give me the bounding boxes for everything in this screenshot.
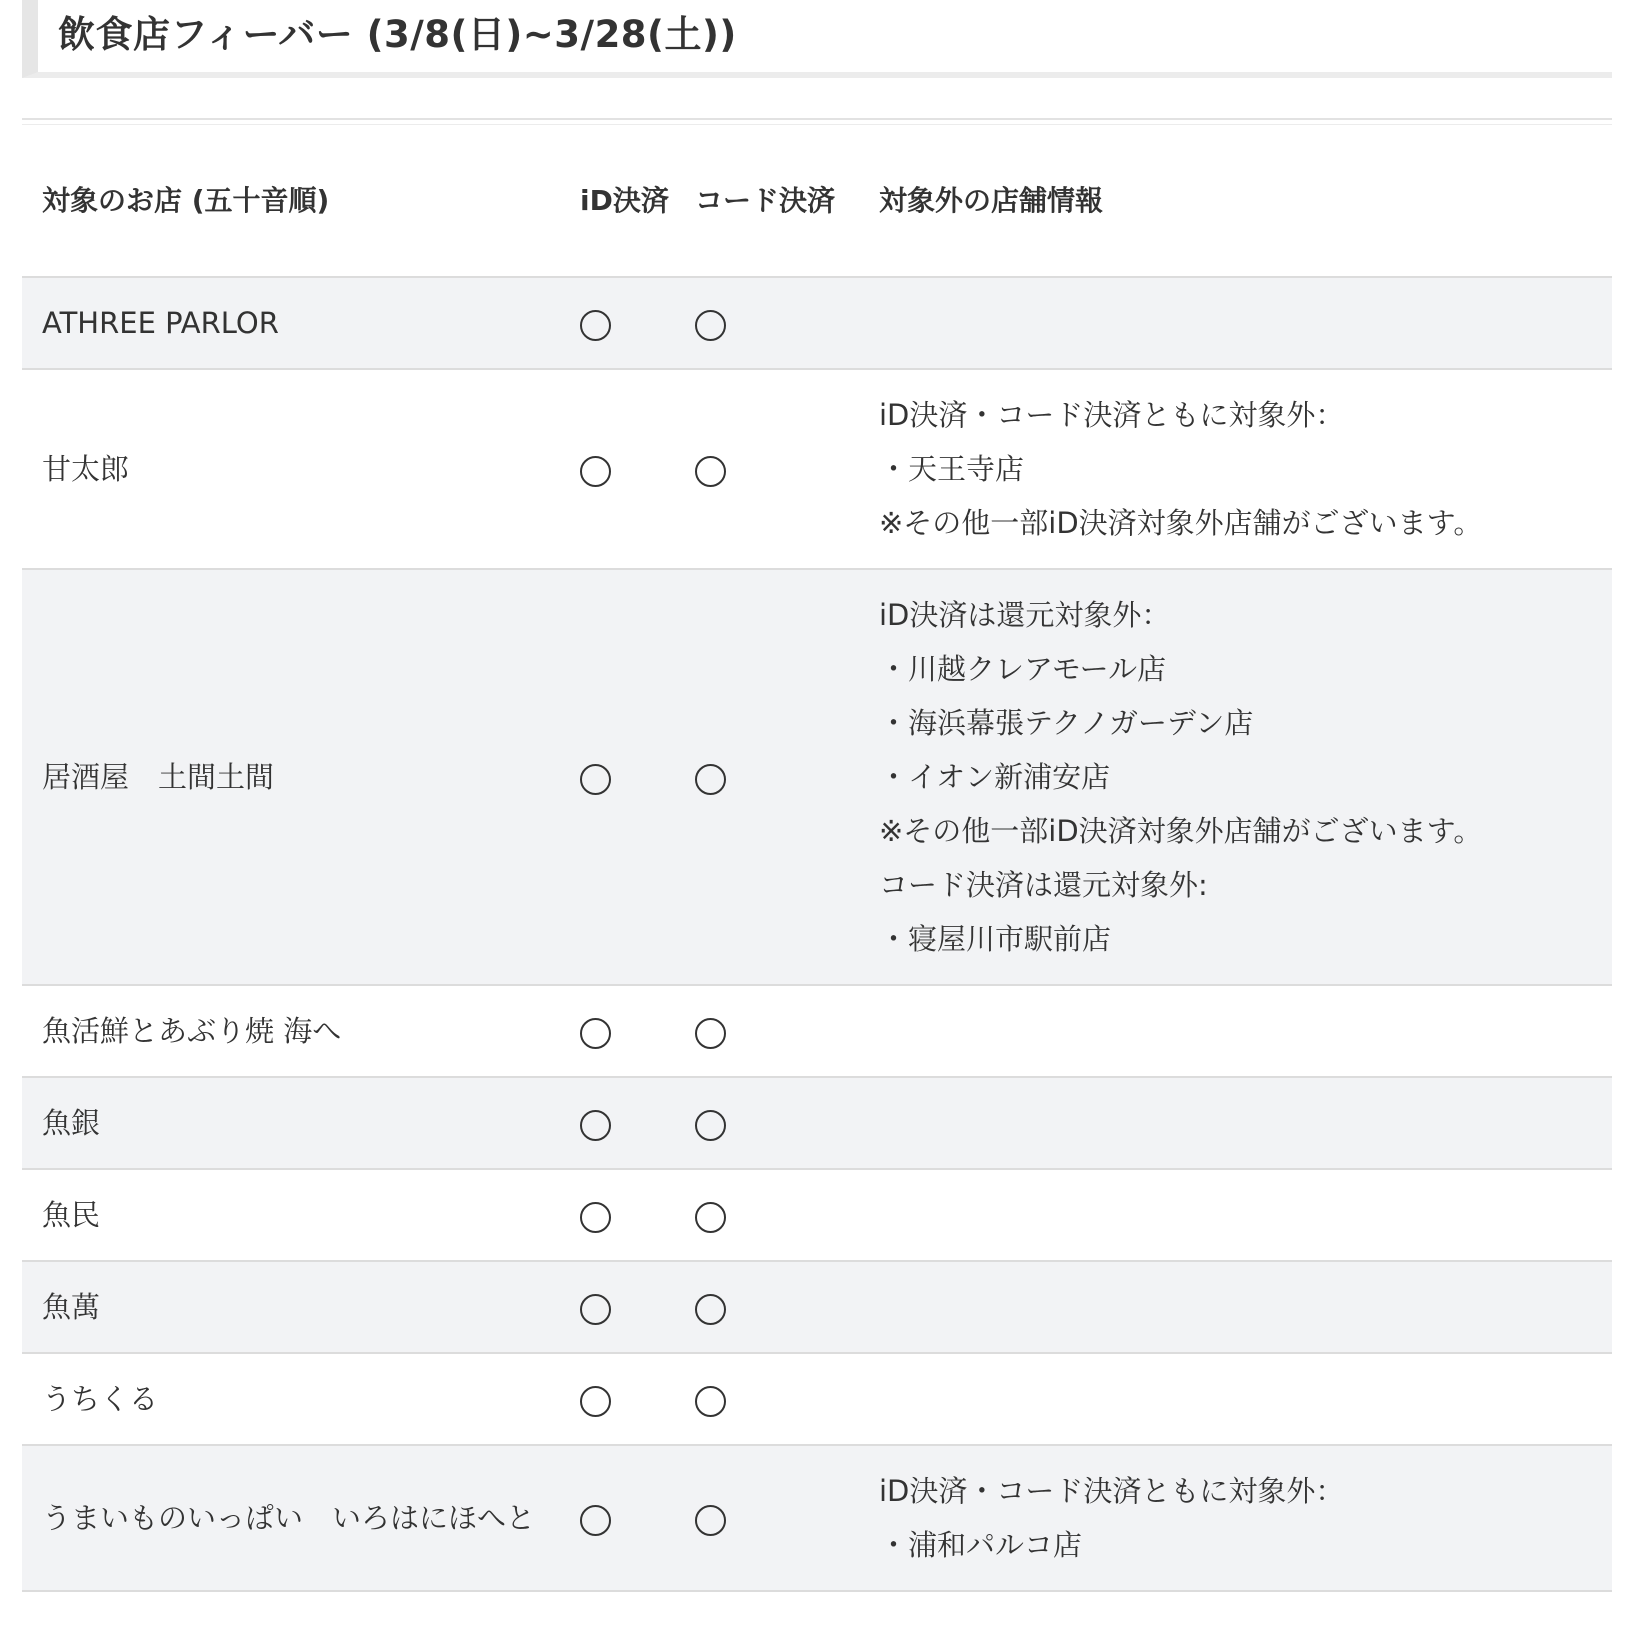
excluded-info-line: コード決済は還元対象外:	[879, 868, 1208, 902]
shop-name-cell: ATHREE PARLOR	[22, 277, 578, 369]
circle-mark-icon	[580, 456, 611, 487]
id-payment-cell	[578, 277, 693, 369]
circle-mark-icon	[695, 456, 726, 487]
excluded-info-line: ・天王寺店	[879, 452, 1025, 486]
excluded-info-cell	[859, 1261, 1612, 1353]
id-payment-cell	[578, 1353, 693, 1445]
excluded-info-cell	[859, 277, 1612, 369]
code-payment-cell	[693, 985, 859, 1077]
excluded-info-cell	[859, 985, 1612, 1077]
table-row	[22, 1077, 1612, 1169]
circle-mark-icon	[580, 1110, 611, 1141]
excluded-info-line: iD決済・コード決済ともに対象外：	[879, 398, 1345, 432]
id-payment-cell	[578, 1169, 693, 1261]
shop-name-cell: 甘太郎	[22, 369, 578, 569]
shop-name-cell: うちくる	[22, 1353, 578, 1445]
table-row	[22, 1261, 1612, 1353]
excluded-info-line: ・寝屋川市駅前店	[879, 922, 1112, 956]
section-heading	[22, 0, 1612, 78]
excluded-info-line: iD決済・コード決済ともに対象外：	[879, 1474, 1345, 1508]
table-row	[22, 277, 1612, 369]
circle-mark-icon	[695, 310, 726, 341]
table-row	[22, 569, 1612, 985]
circle-mark-icon	[695, 1018, 726, 1049]
code-payment-cell	[693, 1353, 859, 1445]
shop-name-cell: 魚活鮮とあぶり焼 海へ	[22, 985, 578, 1077]
id-payment-cell	[578, 369, 693, 569]
shop-name-cell: 魚銀	[22, 1077, 578, 1169]
circle-mark-icon	[580, 1505, 611, 1536]
circle-mark-icon	[695, 1505, 726, 1536]
excluded-info-cell	[859, 1353, 1612, 1445]
id-payment-cell	[578, 1077, 693, 1169]
circle-mark-icon	[580, 1294, 611, 1325]
shop-table	[22, 125, 1612, 1592]
excluded-info-line: ・海浜幕張テクノガーデン店	[879, 706, 1254, 740]
id-payment-cell	[578, 569, 693, 985]
circle-mark-icon	[695, 764, 726, 795]
table-body	[22, 277, 1612, 1591]
page-title: 飲食店フィーバー (3/8(日)~3/28(土))	[58, 13, 737, 56]
code-payment-cell	[693, 569, 859, 985]
id-payment-cell	[578, 1445, 693, 1591]
excluded-info-line: ※その他一部iD決済対象外店舗がございます。	[879, 814, 1483, 848]
table-top-divider	[22, 118, 1612, 120]
table-header-row	[22, 125, 1612, 277]
table-row	[22, 985, 1612, 1077]
excluded-info-cell	[859, 569, 1612, 985]
excluded-info-cell	[859, 369, 1612, 569]
circle-mark-icon	[580, 1202, 611, 1233]
excluded-info-line: ・イオン新浦安店	[879, 760, 1111, 794]
excluded-info-cell	[859, 1077, 1612, 1169]
shop-name-cell: 居酒屋 土間土間	[22, 569, 578, 985]
shop-name-cell: 魚民	[22, 1169, 578, 1261]
circle-mark-icon	[695, 1202, 726, 1233]
excluded-info-line: ・浦和パルコ店	[879, 1528, 1083, 1562]
code-payment-cell	[693, 1077, 859, 1169]
header-id-payment: iD決済	[578, 125, 693, 277]
circle-mark-icon	[580, 764, 611, 795]
excluded-info-line: ※その他一部iD決済対象外店舗がございます。	[879, 506, 1483, 540]
excluded-info-cell	[859, 1169, 1612, 1261]
circle-mark-icon	[580, 1018, 611, 1049]
shop-name-cell: 魚萬	[22, 1261, 578, 1353]
circle-mark-icon	[695, 1110, 726, 1141]
shop-name-cell: うまいものいっぱい いろはにほへと	[22, 1445, 578, 1591]
circle-mark-icon	[695, 1294, 726, 1325]
circle-mark-icon	[580, 310, 611, 341]
header-excluded-stores: 対象外の店舗情報	[859, 125, 1612, 277]
code-payment-cell	[693, 277, 859, 369]
table-row	[22, 1169, 1612, 1261]
code-payment-cell	[693, 369, 859, 569]
code-payment-cell	[693, 1169, 859, 1261]
code-payment-cell	[693, 1445, 859, 1591]
excluded-info-cell	[859, 1445, 1612, 1591]
id-payment-cell	[578, 985, 693, 1077]
header-code-payment: コード決済	[693, 125, 859, 277]
circle-mark-icon	[580, 1386, 611, 1417]
circle-mark-icon	[695, 1386, 726, 1417]
table-row	[22, 1445, 1612, 1591]
table-row	[22, 1353, 1612, 1445]
header-shop-name: 対象のお店 (五十音順)	[22, 125, 578, 277]
id-payment-cell	[578, 1261, 693, 1353]
code-payment-cell	[693, 1261, 859, 1353]
excluded-info-line: ・川越クレアモール店	[879, 652, 1167, 686]
table-row	[22, 369, 1612, 569]
excluded-info-line: iD決済は還元対象外：	[879, 598, 1171, 632]
